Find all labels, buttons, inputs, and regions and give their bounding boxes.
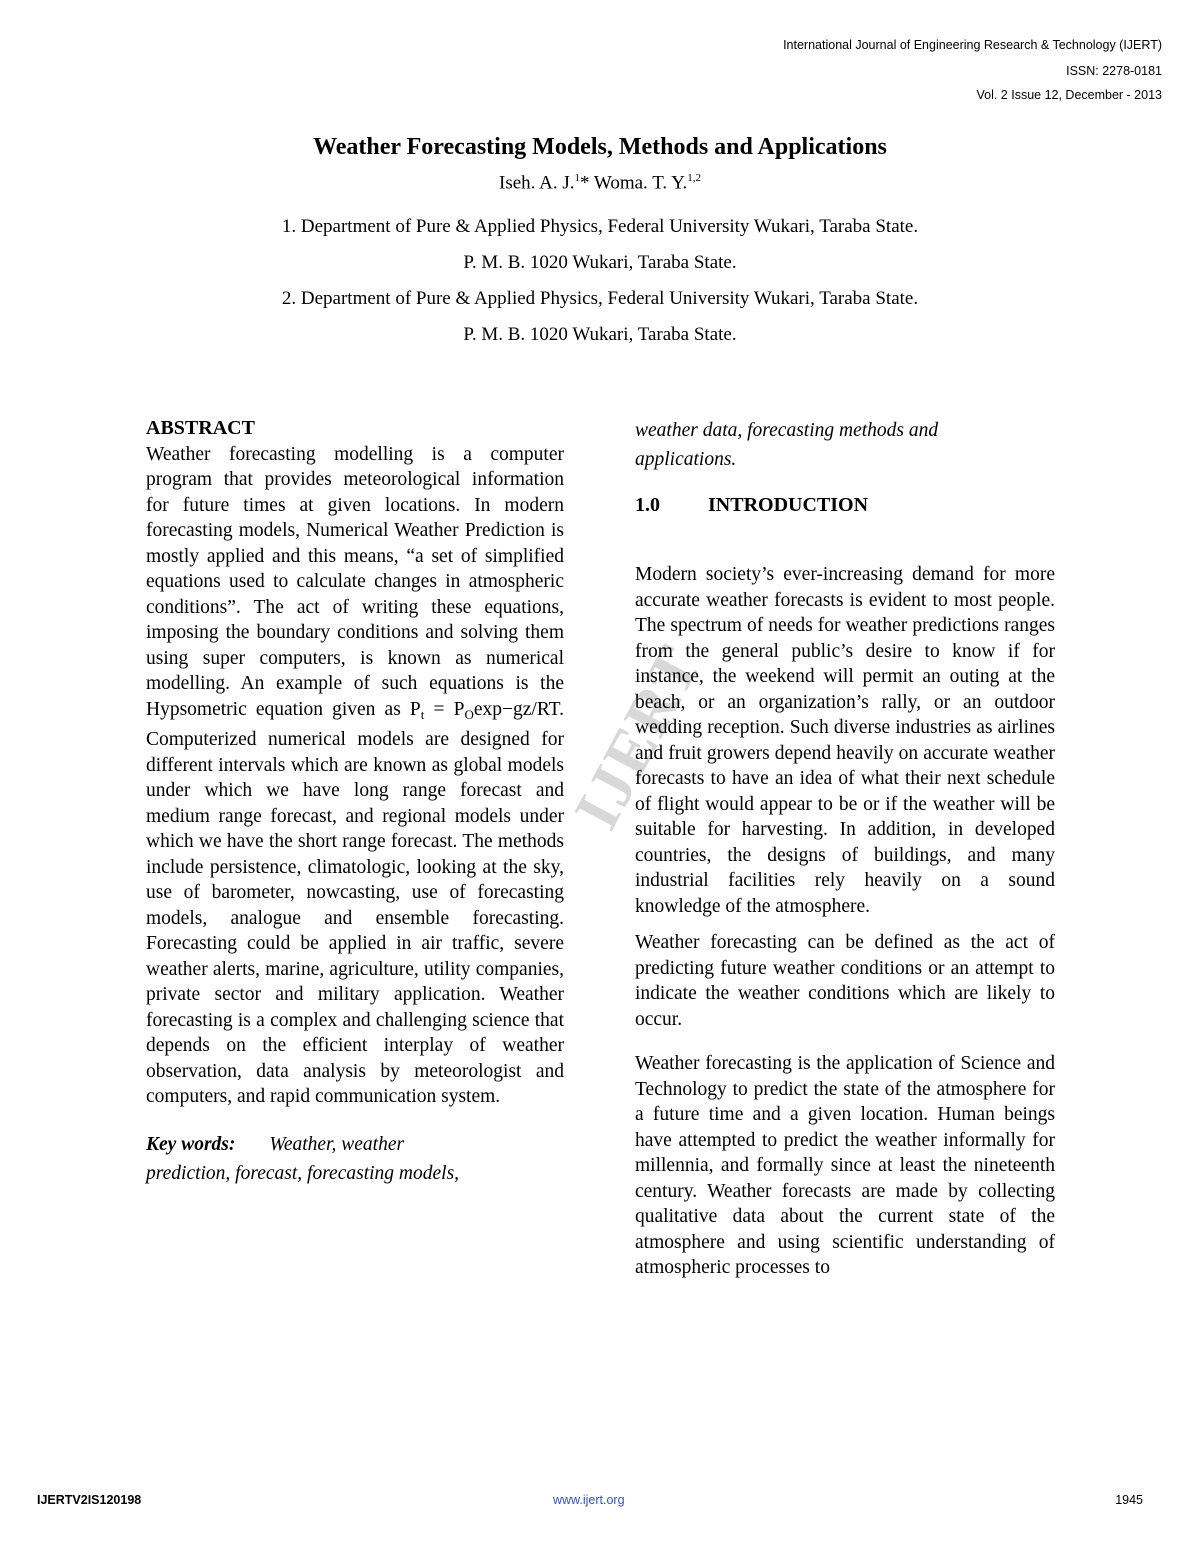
keywords: Key words: Weather, weather prediction, forecast, forecasting models, [146,1133,460,1184]
page-number: 1945 [1115,1493,1143,1507]
affiliation-1-address: P. M. B. 1020 Wukari, Taraba State. [463,252,737,273]
intro-paragraph-1: Modern society’s ever-increasing demand for more accurate weather forecasts is evident to most people. The spectrum of needs for weather predictions ranges from the general public’s desire to know if for instance, the weekend will permit an outing at the beach, or an organization’s rally, or an outdoor wedding reception. Such diverse industries as airlines and fruit growers depend heavily on accurate weather forecasts to have an idea of what their next schedule of flight would appear to be or if the weather will be suitable for harvesting. In addition, in developed countries, the designs of buildings, and many industrial facilities rely heavily on a sound knowledge of the atmosphere. [635,564,1055,917]
intro-paragraph-3: Weather forecasting is the application of Science and Technology to predict the state of the atmosphere for a future time and a given location. Human beings have attempted to predict the weather informally for millennia, and formally since at least the nineteenth century. Weather forecasts are made by collecting qualitative data about the current state of the atmosphere and using scientific understanding of atmospheric processes to [635,1053,1055,1278]
keywords-continued: weather data, forecasting methods and applications. [635,420,939,470]
abstract-heading: ABSTRACT [146,417,255,439]
abstract-text: Weather forecasting modelling is a computer program that provides meteorological information for future times at given locations. In modern forecasting models, Numerical Weather Prediction is mostly applied and this means, “a set of simplified equations used to calculate changes in atmospheric conditions”. The act of writing these equations, imposing the boundary conditions and solving them using super computers, is known as numerical modelling. An example of such equations is the Hypsometric equation given as $P_t = P_O\exp-gz/RT$. Computerized numerical models are designed for different intervals which are known as global models under which we have long range forecast and medium range forecast, and regional models under which we have the short range forecast. The methods include persistence, climatologic, looking at the sky, use of barometer, nowcasting, use of forecasting models, analogue and ensemble forecasting. Forecasting could be applied in air traffic, severe weather alerts, marine, agriculture, utility companies, private sector and military application. Weather forecasting is a complex and challenging science that depends on the efficient interplay of weather observation, data analysis by meteorologist and computers, and rapid communication system. [146,443,564,1107]
affiliation-1: 1. Department of Pure & Applied Physics, Federal University Wukari, Taraba State. [281,216,919,237]
affiliation-2-address: P. M. B. 1020 Wukari, Taraba State. [463,324,737,345]
author-2-affiliation: 1,2 [687,172,701,184]
paper-id: IJERTV2IS120198 [37,1493,142,1507]
author-1-affiliation: 1 [574,172,581,184]
affiliation-2: 2. Department of Pure & Applied Physics, Federal University Wukari, Taraba State. [281,288,919,309]
volume-issue: Vol. 2 Issue 12, December - 2013 [976,88,1162,102]
introduction-body [635,562,1055,1281]
author-2: * Woma. T. Y. [580,172,688,194]
website-link[interactable]: www.ijert.org [553,1493,625,1507]
intro-heading: INTRODUCTION [708,494,869,516]
abstract-section [146,416,564,1188]
author-1: Iseh. A. J. [499,172,575,194]
intro-number: 1.0 [635,494,660,516]
intro-paragraph-2: Weather forecasting can be defined as the act of predicting future weather conditions or an attempt to indicate the weather conditions which are likely to occur. [635,932,1055,1030]
issn: ISSN: 2278-0181 [1066,64,1162,78]
journal-name: International Journal of Engineering Research & Technology (IJERT) [783,38,1162,52]
authors [0,172,1200,194]
keywords-label: Key words: [146,1133,236,1155]
ijert-watermark: IJERT [560,633,716,841]
paper-title: Weather Forecasting Models, Methods and Applications [313,134,887,160]
